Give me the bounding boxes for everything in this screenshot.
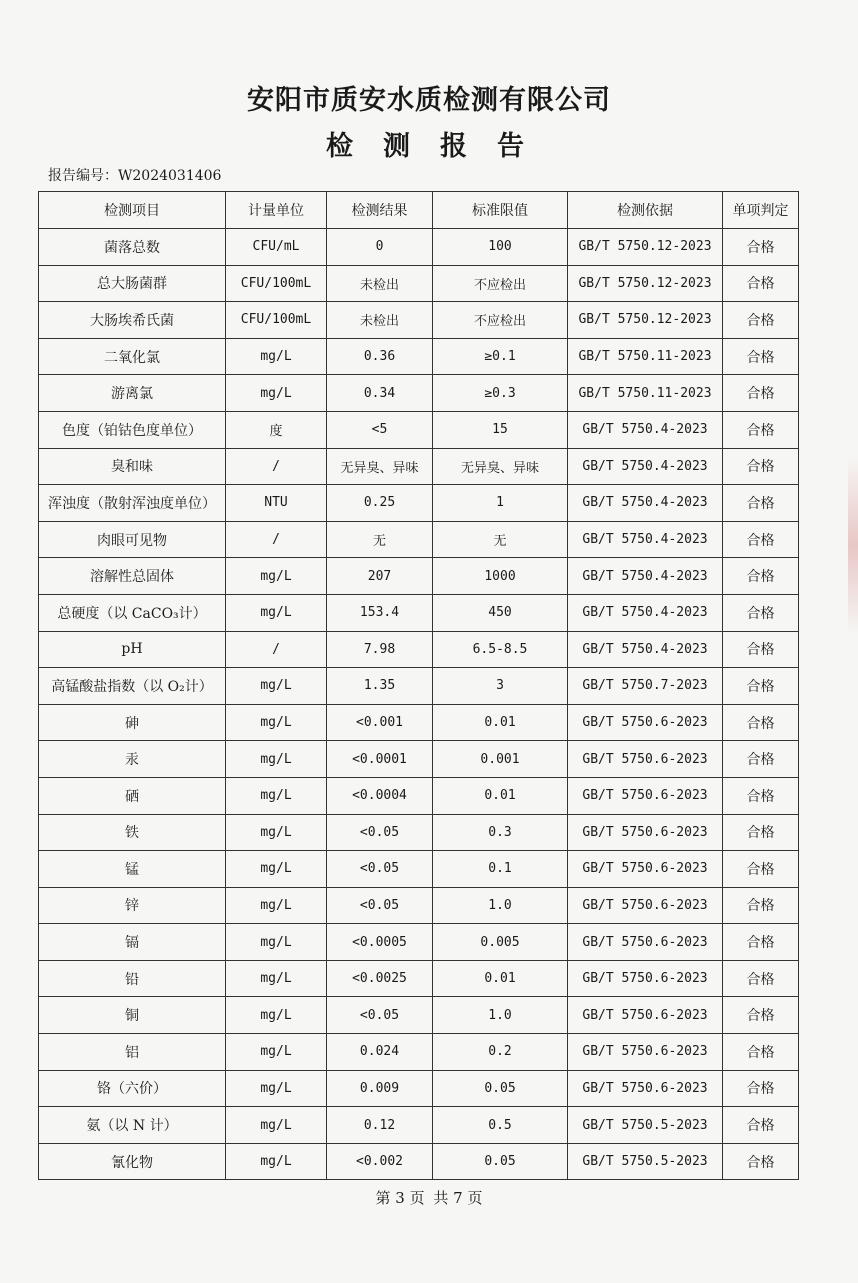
page-total: 共 7 页 [433,1189,483,1207]
judgement-cell: 合格 [723,704,799,741]
result-cell: 0.25 [327,485,433,522]
limit-cell: 无 [433,521,568,558]
judgement-cell: 合格 [723,814,799,851]
item-cell: pH [39,631,226,668]
table-row [39,777,799,814]
limit-cell: 1000 [433,558,568,595]
table-row [39,887,799,924]
table-row [39,960,799,997]
judgement-cell: 合格 [723,1143,799,1180]
table-row [39,924,799,961]
method-cell: GB/T 5750.11-2023 [568,375,723,412]
item-cell: 高锰酸盐指数（以 O₂计） [39,668,226,705]
result-cell: <0.0005 [327,924,433,961]
table-row [39,814,799,851]
table-row [39,1143,799,1180]
unit-cell: / [226,448,327,485]
method-cell: GB/T 5750.6-2023 [568,741,723,778]
result-cell: <0.0004 [327,777,433,814]
unit-cell: mg/L [226,338,327,375]
judgement-cell: 合格 [723,887,799,924]
company-name: 安阳市质安水质检测有限公司 [247,85,611,116]
unit-cell: mg/L [226,558,327,595]
method-cell: GB/T 5750.6-2023 [568,887,723,924]
limit-cell: 0.2 [433,1034,568,1071]
item-cell: 二氧化氯 [39,338,226,375]
unit-cell: mg/L [226,741,327,778]
report-number: 报告编号：W2024031406 [48,168,222,184]
limit-cell: 0.1 [433,851,568,888]
method-cell: GB/T 5750.12-2023 [568,229,723,266]
judgement-cell: 合格 [723,558,799,595]
method-cell: GB/T 5750.6-2023 [568,960,723,997]
judgement-cell: 合格 [723,1107,799,1144]
judgement-cell: 合格 [723,1070,799,1107]
unit-cell: mg/L [226,851,327,888]
item-cell: 铜 [39,997,226,1034]
stamp-edge-mark [848,455,858,635]
result-cell: 0.009 [327,1070,433,1107]
unit-cell: 度 [226,411,327,448]
method-cell: GB/T 5750.4-2023 [568,411,723,448]
item-cell: 铬（六价） [39,1070,226,1107]
unit-cell: mg/L [226,704,327,741]
method-cell: GB/T 5750.5-2023 [568,1143,723,1180]
item-cell: 锰 [39,851,226,888]
unit-cell: CFU/100mL [226,302,327,339]
column-header: 检测项目 [39,192,226,229]
limit-cell: 0.01 [433,777,568,814]
judgement-cell: 合格 [723,448,799,485]
column-header: 计量单位 [226,192,327,229]
column-header: 检测结果 [327,192,433,229]
unit-cell: NTU [226,485,327,522]
item-cell: 铝 [39,1034,226,1071]
limit-cell: 不应检出 [433,265,568,302]
limit-cell: 0.01 [433,704,568,741]
judgement-cell: 合格 [723,485,799,522]
limit-cell: 1.0 [433,887,568,924]
limit-cell: 0.05 [433,1070,568,1107]
method-cell: GB/T 5750.6-2023 [568,777,723,814]
unit-cell: mg/L [226,960,327,997]
result-cell: 无 [327,521,433,558]
result-cell: 0.12 [327,1107,433,1144]
column-header: 检测依据 [568,192,723,229]
result-cell: 7.98 [327,631,433,668]
item-cell: 镉 [39,924,226,961]
results-table [38,191,799,1180]
item-cell: 铁 [39,814,226,851]
result-cell: <0.05 [327,851,433,888]
result-cell: <0.002 [327,1143,433,1180]
page-number: 第 3 页 [375,1189,425,1207]
judgement-cell: 合格 [723,375,799,412]
item-cell: 硒 [39,777,226,814]
unit-cell: mg/L [226,1034,327,1071]
unit-cell: mg/L [226,1070,327,1107]
judgement-cell: 合格 [723,668,799,705]
item-cell: 菌落总数 [39,229,226,266]
unit-cell: mg/L [226,814,327,851]
table-row [39,338,799,375]
table-row [39,558,799,595]
table-row [39,411,799,448]
limit-cell: 100 [433,229,568,266]
unit-cell: mg/L [226,997,327,1034]
table-row [39,302,799,339]
page-footer [0,1187,858,1208]
table-row [39,448,799,485]
judgement-cell: 合格 [723,997,799,1034]
unit-cell: mg/L [226,1107,327,1144]
judgement-cell: 合格 [723,411,799,448]
result-cell: 0.36 [327,338,433,375]
result-cell: 0 [327,229,433,266]
result-cell: 无异臭、异味 [327,448,433,485]
method-cell: GB/T 5750.6-2023 [568,704,723,741]
unit-cell: mg/L [226,1143,327,1180]
method-cell: GB/T 5750.4-2023 [568,558,723,595]
judgement-cell: 合格 [723,777,799,814]
limit-cell: 3 [433,668,568,705]
limit-cell: 无异臭、异味 [433,448,568,485]
method-cell: GB/T 5750.6-2023 [568,924,723,961]
result-cell: <0.05 [327,997,433,1034]
limit-cell: 0.3 [433,814,568,851]
column-header: 单项判定 [723,192,799,229]
unit-cell: / [226,521,327,558]
table-row [39,1107,799,1144]
judgement-cell: 合格 [723,960,799,997]
item-cell: 溶解性总固体 [39,558,226,595]
result-cell: <0.0025 [327,960,433,997]
unit-cell: CFU/mL [226,229,327,266]
judgement-cell: 合格 [723,1034,799,1071]
method-cell: GB/T 5750.5-2023 [568,1107,723,1144]
method-cell: GB/T 5750.4-2023 [568,631,723,668]
unit-cell: mg/L [226,777,327,814]
result-cell: <5 [327,411,433,448]
judgement-cell: 合格 [723,302,799,339]
item-cell: 锌 [39,887,226,924]
limit-cell: 15 [433,411,568,448]
table-body [39,229,799,1180]
method-cell: GB/T 5750.4-2023 [568,448,723,485]
method-cell: GB/T 5750.12-2023 [568,265,723,302]
table-row [39,741,799,778]
limit-cell: 不应检出 [433,302,568,339]
method-cell: GB/T 5750.11-2023 [568,338,723,375]
result-cell: 1.35 [327,668,433,705]
judgement-cell: 合格 [723,521,799,558]
unit-cell: / [226,631,327,668]
result-cell: 未检出 [327,302,433,339]
result-cell: 153.4 [327,594,433,631]
method-cell: GB/T 5750.4-2023 [568,521,723,558]
table-row [39,997,799,1034]
limit-cell: ≥0.1 [433,338,568,375]
item-cell: 大肠埃希氏菌 [39,302,226,339]
item-cell: 铅 [39,960,226,997]
item-cell: 色度（铂钴色度单位） [39,411,226,448]
method-cell: GB/T 5750.6-2023 [568,814,723,851]
item-cell: 肉眼可见物 [39,521,226,558]
limit-cell: ≥0.3 [433,375,568,412]
item-cell: 臭和味 [39,448,226,485]
limit-cell: 1 [433,485,568,522]
item-cell: 总大肠菌群 [39,265,226,302]
item-cell: 浑浊度（散射浑浊度单位） [39,485,226,522]
item-cell: 氨（以 N 计） [39,1107,226,1144]
limit-cell: 0.001 [433,741,568,778]
limit-cell: 0.005 [433,924,568,961]
result-cell: <0.05 [327,814,433,851]
result-cell: <0.05 [327,887,433,924]
result-cell: 0.34 [327,375,433,412]
table-row [39,521,799,558]
table-row [39,1070,799,1107]
judgement-cell: 合格 [723,229,799,266]
report-title: 检测报告 [326,131,554,162]
unit-cell: mg/L [226,924,327,961]
judgement-cell: 合格 [723,594,799,631]
limit-cell: 0.05 [433,1143,568,1180]
judgement-cell: 合格 [723,741,799,778]
limit-cell: 1.0 [433,997,568,1034]
table-row [39,631,799,668]
table-row [39,375,799,412]
judgement-cell: 合格 [723,631,799,668]
item-cell: 总硬度（以 CaCO₃计） [39,594,226,631]
method-cell: GB/T 5750.4-2023 [568,485,723,522]
result-cell: 0.024 [327,1034,433,1071]
result-cell: 207 [327,558,433,595]
item-cell: 汞 [39,741,226,778]
table-row [39,229,799,266]
table-header-row [39,192,799,229]
limit-cell: 450 [433,594,568,631]
method-cell: GB/T 5750.6-2023 [568,1070,723,1107]
method-cell: GB/T 5750.12-2023 [568,302,723,339]
table-row [39,265,799,302]
method-cell: GB/T 5750.4-2023 [568,594,723,631]
column-header: 标准限值 [433,192,568,229]
limit-cell: 0.5 [433,1107,568,1144]
judgement-cell: 合格 [723,338,799,375]
unit-cell: mg/L [226,668,327,705]
unit-cell: mg/L [226,375,327,412]
limit-cell: 6.5-8.5 [433,631,568,668]
method-cell: GB/T 5750.7-2023 [568,668,723,705]
table-row [39,485,799,522]
method-cell: GB/T 5750.6-2023 [568,997,723,1034]
table-row [39,1034,799,1071]
unit-cell: mg/L [226,887,327,924]
limit-cell: 0.01 [433,960,568,997]
table-row [39,704,799,741]
judgement-cell: 合格 [723,924,799,961]
item-cell: 氰化物 [39,1143,226,1180]
method-cell: GB/T 5750.6-2023 [568,851,723,888]
judgement-cell: 合格 [723,851,799,888]
judgement-cell: 合格 [723,265,799,302]
item-cell: 游离氯 [39,375,226,412]
unit-cell: CFU/100mL [226,265,327,302]
result-cell: <0.0001 [327,741,433,778]
method-cell: GB/T 5750.6-2023 [568,1034,723,1071]
result-cell: <0.001 [327,704,433,741]
item-cell: 砷 [39,704,226,741]
table-row [39,594,799,631]
result-cell: 未检出 [327,265,433,302]
table-row [39,668,799,705]
table-row [39,851,799,888]
unit-cell: mg/L [226,594,327,631]
